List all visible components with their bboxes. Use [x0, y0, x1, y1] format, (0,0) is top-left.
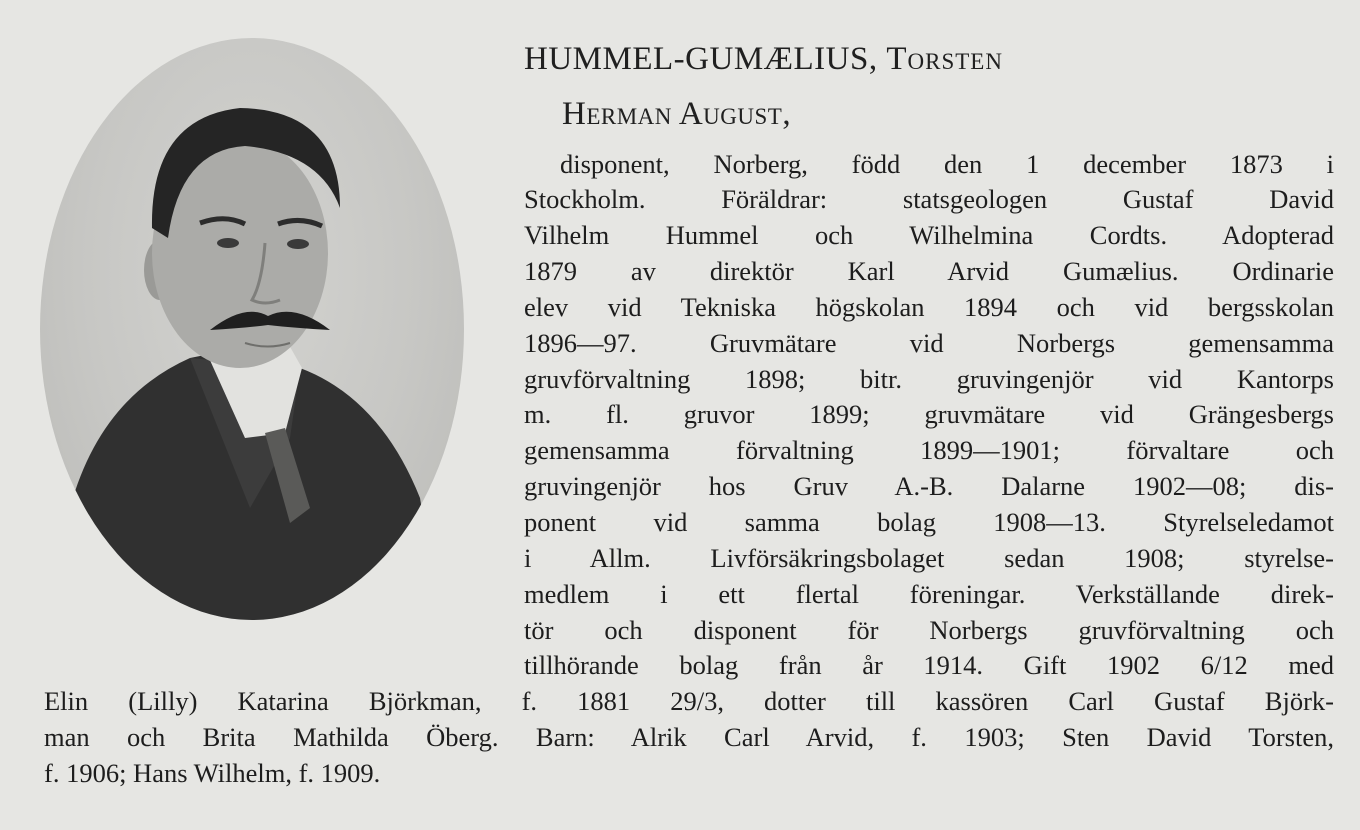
surname: HUMMEL-GUMÆLIUS,	[524, 41, 878, 77]
first-name-part-2: Herman August,	[562, 96, 792, 132]
body-line-4: 1879 av direktör Karl Arvid Gumælius. Ordinarie	[524, 256, 1334, 286]
body-line-11: ponent vid samma bolag 1908—13. Styrelseledamot	[524, 507, 1334, 537]
body-line-14: tör och disponent för Norbergs gruvförvaltning och	[524, 615, 1334, 645]
body-line-2: Stockholm. Föräldrar: statsgeologen Gustaf David	[524, 184, 1334, 214]
body-line-8: m. fl. gruvor 1899; gruvmätare vid Grängesbergs	[524, 399, 1334, 429]
body-line-1: disponent, Norberg, född den 1 december 1873 i	[560, 149, 1334, 179]
portrait-illustration	[40, 38, 464, 620]
body-line-18: f. 1906; Hans Wilhelm, f. 1909.	[44, 758, 381, 788]
body-line-3: Vilhelm Hummel och Wilhelmina Cordts. Adopterad	[524, 220, 1334, 250]
body-line-7: gruvförvaltning 1898; bitr. gruvingenjör vid Kantorps	[524, 364, 1334, 394]
body-line-9: gemensamma förvaltning 1899—1901; förvaltare och	[524, 435, 1334, 465]
body-line-13: medlem i ett flertal föreningar. Verkställande direk-	[524, 579, 1334, 609]
body-line-17: man och Brita Mathilda Öberg. Barn: Alrik Carl Arvid, f. 1903; Sten David Torsten,	[44, 722, 1334, 752]
body-line-6: 1896—97. Gruvmätare vid Norbergs gemensamma	[524, 328, 1334, 358]
body-line-12: i Allm. Livförsäkringsbolaget sedan 1908; styrelse-	[524, 543, 1334, 573]
body-line-10: gruvingenjör hos Gruv A.-B. Dalarne 1902—08; dis-	[524, 471, 1334, 501]
person-first-names-heading	[562, 96, 1360, 133]
first-name-part-1: Torsten	[886, 41, 1003, 77]
portrait-photo	[40, 38, 464, 620]
body-line-5: elev vid Tekniska högskolan 1894 och vid bergsskolan	[524, 292, 1334, 322]
person-surname-heading	[524, 41, 1360, 78]
body-line-16: Elin (Lilly) Katarina Björkman, f. 1881 29/3, dotter till kassören Carl Gustaf Björk-	[44, 686, 1334, 716]
body-line-15: tillhörande bolag från år 1914. Gift 1902 6/12 med	[524, 650, 1334, 680]
